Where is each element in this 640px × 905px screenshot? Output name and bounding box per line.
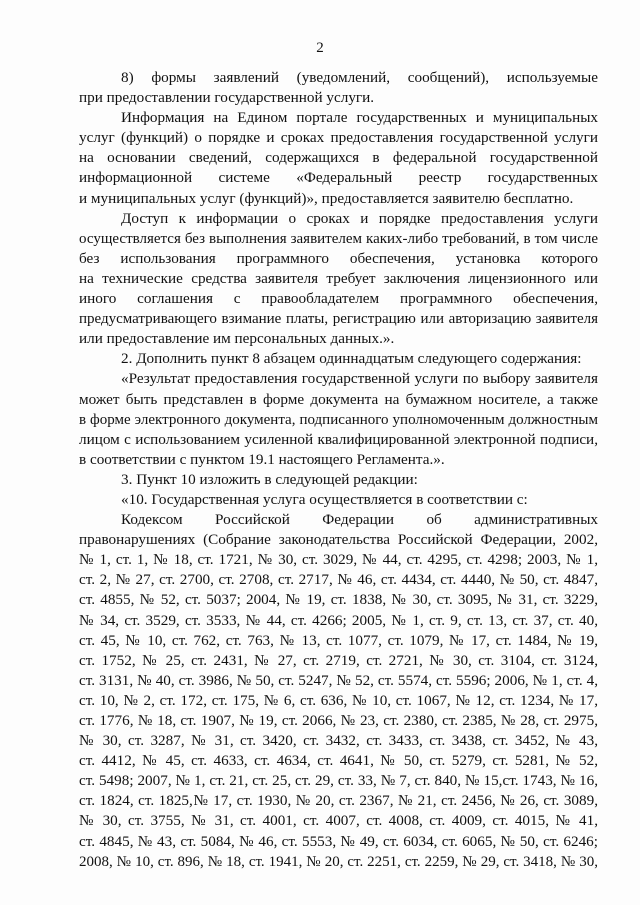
text-line: «10. Государственная услуга осуществляется в соответствии с: xyxy=(121,490,528,508)
text-line: ст. 3131, № 40, ст. 3986, № 50, ст. 5247, № 52, ст. 5574, ст. 5596; 2006, № 1, ст. 4, xyxy=(79,671,598,689)
text-line: № 30, ст. 3287, № 31, ст. 3420, ст. 3432, ст. 3433, ст. 3438, ст. 3452, № 43, xyxy=(79,732,598,750)
text-line: при предоставлении государственной услуги. xyxy=(79,89,375,107)
text-line: 2008, № 10, ст. 896, № 18, ст. 1941, № 20, ст. 2251, ст. 2259, № 29, ст. 3418, № 30, xyxy=(79,853,598,870)
text-line: № 30, ст. 3755, № 31, ст. 4001, ст. 4007, ст. 4008, ст. 4009, ст. 4015, № 41, xyxy=(79,812,598,830)
text-line: Информация на Едином портале государственных и муниципальных xyxy=(121,109,598,127)
text-line: ст. 4412, № 45, ст. 4633, ст. 4634, ст. 4641, № 50, ст. 5279, ст. 5281, № 52, xyxy=(79,752,598,770)
text-line: № 1, ст. 1, № 18, ст. 1721, № 30, ст. 3029, № 44, ст. 4295, ст. 4298; 2003, № 1, xyxy=(79,551,598,569)
text-line: Кодексом Российской Федерации об административных xyxy=(121,511,598,529)
text-line: осуществляется без выполнения заявителем каких-либо требований, в том числе xyxy=(79,230,598,247)
text-line: ст. 5498; 2007, № 1, ст. 21, ст. 25, ст. 29, ст. 33, № 7, ст. 840, № 15,ст. 1743, № 16, xyxy=(79,772,598,790)
text-line: ст. 45, № 10, ст. 762, ст. 763, № 13, ст. 1077, ст. 1079, № 17, ст. 1484, № 19, xyxy=(79,631,598,649)
text-line: ст. 10, № 2, ст. 172, ст. 175, № 6, ст. 636, № 10, ст. 1067, № 12, ст. 1234, № 17, xyxy=(79,691,598,709)
text-line: в соответствии с пунктом 19.1 настоящего Регламента.». xyxy=(79,450,445,468)
text-line: предусматривающего взимание платы, регистрацию или авторизацию заявителя xyxy=(79,311,598,328)
text-line: лицом с использованием усиленной квалифицированной электронной подписи, xyxy=(79,430,598,448)
text-line: 2. Дополнить пункт 8 абзацем одиннадцатым следующего содержания: xyxy=(121,350,582,368)
text-line: ст. 1752, № 25, ст. 2431, № 27, ст. 2719, ст. 2721, № 30, ст. 3104, ст. 3124, xyxy=(79,651,598,669)
text-line: услуг (функций) о порядке и сроках предоставления государственной услуги xyxy=(79,129,598,147)
text-line: 3. Пункт 10 изложить в следующей редакции: xyxy=(121,470,418,488)
text-line: № 34, ст. 3529, ст. 3533, № 44, ст. 4266; 2005, № 1, ст. 9, ст. 13, ст. 37, ст. 40, xyxy=(79,611,598,629)
text-line: на основании сведений, содержащихся в федеральной государственной xyxy=(79,149,598,167)
document-body xyxy=(79,68,598,872)
text-line: ст. 1776, № 18, ст. 1907, № 19, ст. 2066, № 23, ст. 2380, ст. 2385, № 28, ст. 2975, xyxy=(79,712,598,729)
text-line: правонарушениях (Собрание законодательства Российской Федерации, 2002, xyxy=(79,531,598,549)
text-line: иного соглашения с правообладателем программного обеспечения, xyxy=(79,290,598,308)
text-line: «Результат предоставления государственной услуги по выбору заявителя xyxy=(121,370,598,388)
text-line: на технические средства заявителя требует заключения лицензионного или xyxy=(79,269,598,287)
text-line: или предоставление им персональных данных.». xyxy=(79,330,395,348)
text-line: информационной системе «Федеральный реестр государственных xyxy=(79,169,598,187)
text-line: без использования программного обеспечения, установка которого xyxy=(79,249,598,267)
text-line: может быть представлен в форме документа на бумажном носителе, а также xyxy=(79,390,598,408)
text-line: ст. 2, № 27, ст. 2700, ст. 2708, ст. 2717, № 46, ст. 4434, ст. 4440, № 50, ст. 4847, xyxy=(79,571,598,589)
text-line: ст. 4855, № 52, ст. 5037; 2004, № 19, ст. 1838, № 30, ст. 3095, № 31, ст. 3229, xyxy=(79,591,598,609)
text-line: в форме электронного документа, подписанного уполномоченным должностным xyxy=(79,411,598,428)
page-number: 2 xyxy=(316,40,324,56)
text-line: Доступ к информации о сроках и порядке предоставления услуги xyxy=(121,209,598,227)
text-line: 8) формы заявлений (уведомлений, сообщений), используемые xyxy=(121,69,598,86)
text-line: ст. 1824, ст. 1825,№ 17, ст. 1930, № 20, ст. 2367, № 21, ст. 2456, № 26, ст. 3089, xyxy=(79,792,598,810)
text-line: и муниципальных услуг (функций)», предоставляется заявителю бесплатно. xyxy=(79,189,574,207)
text-line: ст. 4845, № 43, ст. 5084, № 46, ст. 5553, № 49, ст. 6034, ст. 6065, № 50, ст. 6246; xyxy=(79,832,598,850)
